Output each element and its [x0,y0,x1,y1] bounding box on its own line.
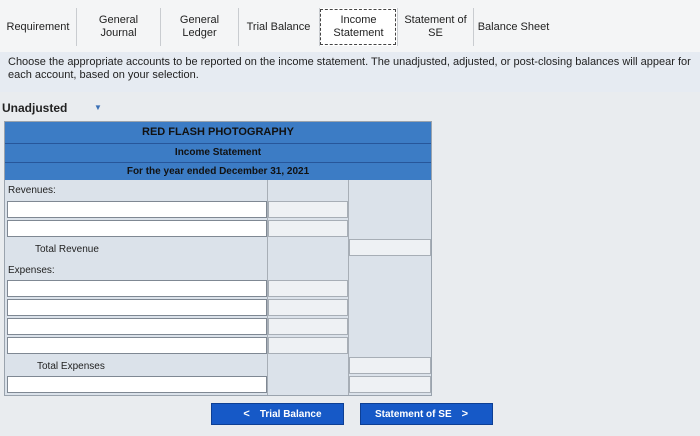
prev-trial-balance-button[interactable]: < Trial Balance [211,403,344,425]
revenue-amount-input[interactable] [268,201,348,218]
tab-general-ledger[interactable]: General Ledger [160,8,238,46]
statement-title: Income Statement [174,147,262,158]
net-income-input[interactable] [349,376,431,393]
expense-amount-input[interactable] [268,280,348,297]
chevron-left-icon: < [243,408,250,420]
statement-header [5,122,431,180]
statement-period: For the year ended December 31, 2021 [126,166,310,177]
chevron-right-icon: > [461,408,469,420]
expense-amount-input[interactable] [268,337,348,354]
total-revenue-label: Total Revenue [35,244,99,255]
tab-balance-sheet[interactable]: Balance Sheet [473,8,553,46]
expense-account-select[interactable] [7,280,267,297]
balance-type-value: Unadjusted [2,101,68,115]
expense-account-select[interactable] [7,337,267,354]
chevron-down-icon: ▼ [94,103,102,112]
tab-income-statement[interactable]: Income Statement [319,8,397,46]
revenue-amount-input[interactable] [268,220,348,237]
header-divider [5,143,431,144]
revenue-account-select[interactable] [7,201,267,218]
expense-account-select[interactable] [7,318,267,335]
revenues-label: Revenues: [8,185,56,196]
total-expenses-label: Total Expenses [37,361,105,372]
company-name: RED FLASH PHOTOGRAPHY [142,126,294,138]
net-income-label-select[interactable] [7,376,267,393]
balance-type-select[interactable] [2,98,114,118]
total-revenue-input[interactable] [349,239,431,256]
tab-trial-balance[interactable]: Trial Balance [238,8,318,46]
expenses-label: Expenses: [8,265,55,276]
expense-amount-input[interactable] [268,318,348,335]
header-divider [5,162,431,163]
next-statement-of-se-button[interactable]: Statement of SE > [360,403,493,425]
tab-statement-of-se[interactable]: Statement of SE [397,8,473,46]
tab-general-journal[interactable]: General Journal [76,8,160,46]
instructions: Choose the appropriate accounts to be reported on the income statement. The unadjusted, adjusted, or post-closing balances will appear for each account, based on your selection. [0,52,700,92]
income-statement-table [4,121,432,396]
tab-bar [0,0,700,52]
revenue-account-select[interactable] [7,220,267,237]
tab-requirement[interactable]: Requirement [6,20,70,33]
expense-account-select[interactable] [7,299,267,316]
expense-amount-input[interactable] [268,299,348,316]
total-expenses-input[interactable] [349,357,431,374]
